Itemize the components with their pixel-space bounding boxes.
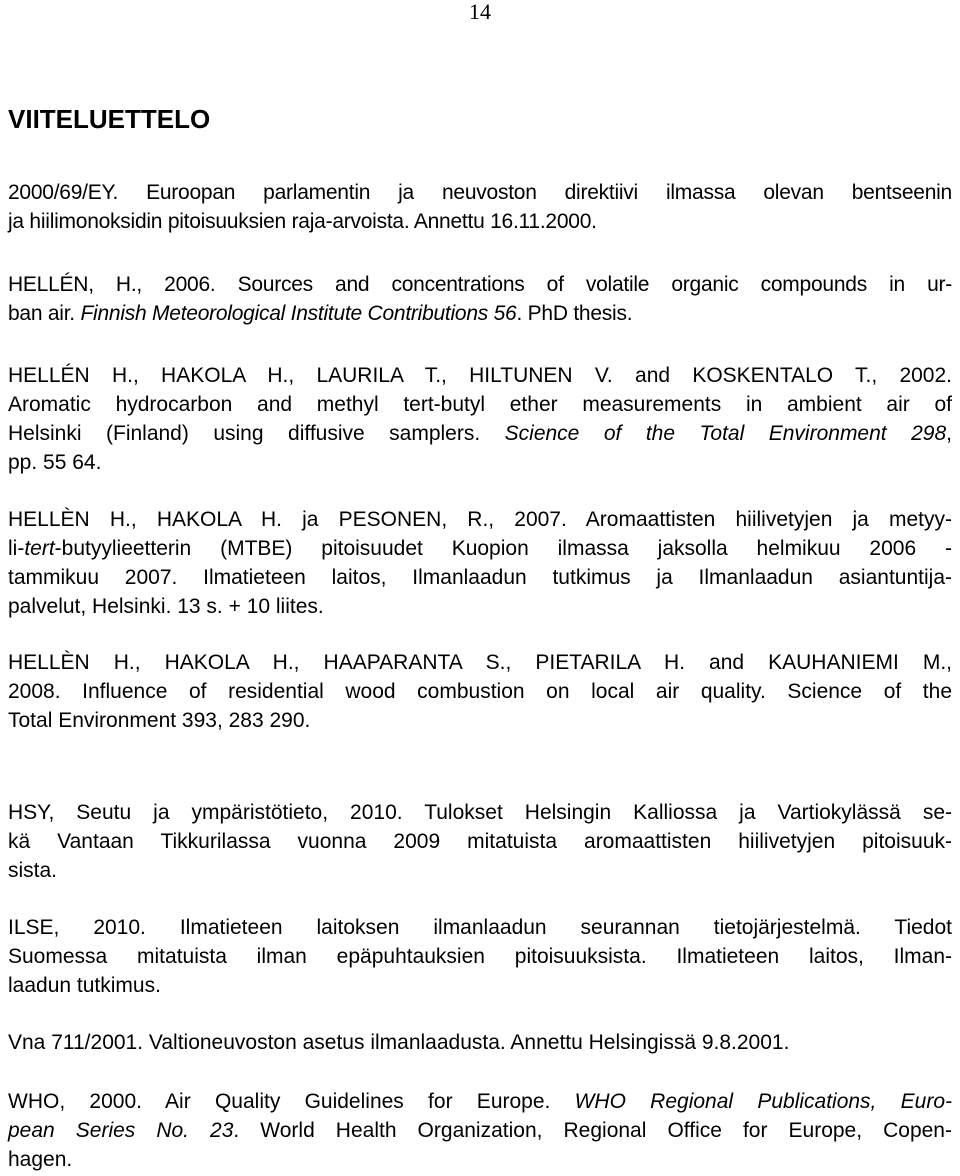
reference-line	[8, 1087, 952, 1116]
reference-line: Aromatic hydrocarbon and methyl tert-butyl ether measurements in ambient air of	[8, 393, 952, 416]
reference-line: tammikuu 2007. Ilmatieteen laitos, Ilmanlaadun tutkimus ja Ilmanlaadun asiantuntija-	[8, 566, 952, 589]
reference-line: ILSE, 2010. Ilmatieteen laitoksen ilmanlaadun seurannan tietojärjestelmä. Tiedot	[8, 916, 952, 939]
reference-text: . World Health Organization, Regional Office for Europe, Copen-	[233, 1119, 952, 1142]
reference-line	[8, 299, 952, 328]
page-title: VIITELUETTELO	[8, 104, 211, 134]
reference-series-title: Finnish Meteorological Institute Contributions 56	[80, 302, 517, 325]
reference-line: 2008. Influence of residential wood combustion on local air quality. Science of the	[8, 680, 952, 703]
reference-journal-title: Science of the Total Environment 298	[504, 422, 947, 445]
reference-text: . PhD thesis.	[516, 302, 633, 325]
reference-line: HELLÉN H., HAKOLA H., LAURILA T., HILTUNEN V. and KOSKENTALO T., 2002.	[8, 364, 952, 387]
reference-text: WHO, 2000. Air Quality Guidelines for Europe.	[8, 1090, 575, 1113]
reference-entry-hellen-2008	[8, 648, 952, 735]
reference-series-title: pean Series No. 23	[8, 1119, 234, 1142]
reference-entry-hellen-2007	[8, 505, 952, 621]
page-number: 14	[469, 0, 491, 24]
reference-line: HELLÈN H., HAKOLA H., HAAPARANTA S., PIETARILA H. and KAUHANIEMI M.,	[8, 651, 952, 674]
reference-series-title: WHO Regional Publications, Euro-	[574, 1090, 952, 1113]
reference-entry-directive-2000-69-ey	[8, 178, 952, 236]
reference-entry-hellen-2002	[8, 361, 952, 477]
reference-line: Total Environment 393, 283 290.	[8, 709, 311, 732]
reference-text: ban air.	[8, 302, 81, 325]
reference-entry-ilse-2010	[8, 913, 952, 1000]
reference-line: palvelut, Helsinki. 13 s. + 10 liites.	[8, 595, 324, 618]
reference-line: ja hiilimonoksidin pitoisuuksien raja-arvoista. Annettu 16.11.2000.	[8, 210, 597, 233]
reference-line: pp. 55 64.	[8, 451, 102, 474]
reference-entry-who-2000	[8, 1087, 952, 1174]
reference-line	[8, 1116, 952, 1145]
reference-text: ,	[946, 422, 952, 445]
reference-line	[8, 419, 952, 448]
reference-line: Suomessa mitatuista ilman epäpuhtauksien pitoisuuksista. Ilmatieteen laitos, Ilman-	[8, 945, 952, 968]
reference-line: HELLÈN H., HAKOLA H. ja PESONEN, R., 2007. Aromaattisten hiilivetyjen ja metyy-	[8, 508, 952, 531]
reference-text: Helsinki (Finland) using diffusive samplers.	[8, 422, 505, 445]
reference-entry-hellen-2006	[8, 270, 952, 328]
reference-text: li-	[8, 537, 25, 560]
reference-text: -butyylieetterin (MTBE) pitoisuudet Kuopion ilmassa jaksolla helmikuu 2006 -	[54, 537, 952, 560]
reference-line: HELLÉN, H., 2006. Sources and concentrations of volatile organic compounds in ur-	[8, 273, 952, 296]
reference-line	[8, 534, 952, 563]
reference-line: kä Vantaan Tikkurilassa vuonna 2009 mitatuista aromaattisten hiilivetyjen pitoisuuk-	[8, 830, 952, 853]
reference-line: sista.	[8, 859, 58, 882]
reference-entry-vna-711-2001	[8, 1028, 952, 1057]
reference-entry-hsy-2010	[8, 798, 952, 885]
reference-line: Vna 711/2001. Valtioneuvoston asetus ilmanlaadusta. Annettu Helsingissä 9.8.2001.	[8, 1031, 790, 1054]
reference-line: 2000/69/EY. Euroopan parlamentin ja neuvoston direktiivi ilmassa olevan bentseenin	[8, 181, 952, 204]
reference-italic-term: tert	[24, 537, 55, 560]
reference-line: HSY, Seutu ja ympäristötieto, 2010. Tulokset Helsingin Kalliossa ja Vartiokylässä se-	[8, 801, 952, 824]
reference-line: laadun tutkimus.	[8, 974, 161, 997]
reference-line: hagen.	[8, 1148, 73, 1171]
